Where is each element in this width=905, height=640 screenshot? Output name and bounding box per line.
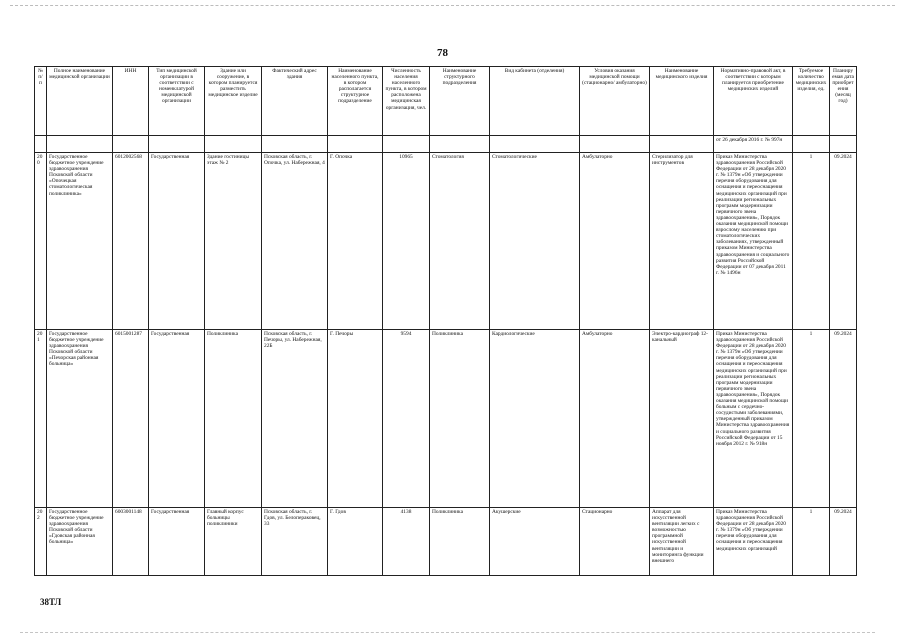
- cell-device: Электро-кардиограф 12-канальный: [650, 330, 714, 508]
- header-population: Численность населения населенного пункта, в котором расположена медицинская организация, чел.: [383, 67, 430, 136]
- page-number: 78: [437, 47, 448, 59]
- document-code: 38ТЛ: [40, 597, 62, 607]
- cell-settlement: Г. Печоры: [328, 330, 383, 508]
- cell-inn: 6015001287: [113, 330, 149, 508]
- cell-building: Поликлиника: [205, 330, 262, 508]
- table-row: [35, 330, 857, 508]
- cell-quantity: 1: [793, 330, 830, 508]
- header-cabinet: Вид кабинета (отделения): [490, 67, 580, 136]
- cell-building: Главный корпус больницы поликлиники: [205, 508, 262, 576]
- header-address: Фактический адрес здания: [262, 67, 328, 136]
- cell-cabinet: Стоматологические: [490, 153, 580, 330]
- header-building: Здание или сооружение, в котором планируется разместить медицинское изделие: [205, 67, 262, 136]
- header-unit: Наименование структурного подразделения: [430, 67, 490, 136]
- cell-cabinet: Акушерские: [490, 508, 580, 576]
- cell-inn: 6003001148: [113, 508, 149, 576]
- header-org: Полное наименование медицинской организации: [47, 67, 113, 136]
- cell-address: Псковская область, г. Печоры, ул. Набережная, 22Б: [262, 330, 328, 508]
- cell-date: 09.2024: [830, 153, 857, 330]
- header-legal-act: Нормативно-правовой акт, в соответствии с которым планируется приобретение медицинских изделий: [714, 67, 793, 136]
- header-num: № п/п: [35, 67, 47, 136]
- cell-unit: Поликлиника: [430, 508, 490, 576]
- cell-device: Аппарат для искусственной вентиляции легких с возможностью программной искусственной вентиляции и мониторинга функции внешнего: [650, 508, 714, 576]
- scan-edge-bottom: [20, 632, 875, 633]
- table-row: [35, 508, 857, 576]
- cell-building: Здание гостиницы этаж № 2: [205, 153, 262, 330]
- cell-conditions: Амбулаторно: [580, 153, 650, 330]
- cell-quantity: 1: [793, 508, 830, 576]
- cell-unit: Поликлиника: [430, 330, 490, 508]
- cell-type: Государственная: [149, 153, 205, 330]
- header-quantity: Требуемое количество медицинских изделия, ед.: [793, 67, 830, 136]
- cell-device: Стерилизатор для инструментов: [650, 153, 714, 330]
- cell-settlement: Г. Опочка: [328, 153, 383, 330]
- cell-type: Государственная: [149, 508, 205, 576]
- table-row: [35, 153, 857, 330]
- cell-unit: Стоматология: [430, 153, 490, 330]
- header-conditions: Условия оказания медицинской помощи (стационарно/ амбулаторно): [580, 67, 650, 136]
- cell-cabinet: Кардиологические: [490, 330, 580, 508]
- header-settlement: Наименование населенного пункта, в котором располагается структурное подразделение: [328, 67, 383, 136]
- cell-legal-act: Приказ Министерства здравоохранения Российской Федерации от 28 декабря 2020 г. № 1379н «Об утверждении перечня оборудования для оснащения и переоснащения медицинских организаций при реализации региональных программ модернизации первичного звена здравоохранения», Порядок оказания медицинской помощи больным с сердечно-сосудистыми заболеваниями, утвержденный приказом Министерства здравоохранения и социального развития Российской Федерации от 15 ноября 2012 г. № 918н: [714, 330, 793, 508]
- cell-population: 4138: [383, 508, 430, 576]
- cell-population: 9594: [383, 330, 430, 508]
- cell-num: 201: [35, 330, 47, 508]
- cell-quantity: 1: [793, 153, 830, 330]
- header-inn: ИНН: [113, 67, 149, 136]
- cell-conditions: Стационарно: [580, 508, 650, 576]
- header-type: Тип медицинской организации в соответствии с номенклатурой медицинской организации: [149, 67, 205, 136]
- table-row-continuation: [35, 136, 857, 153]
- cell-population: 10965: [383, 153, 430, 330]
- cell-inn: 6012002568: [113, 153, 149, 330]
- cell-legal-act: Приказ Министерства здравоохранения Российской Федерации от 28 декабря 2020 г. № 1379н «Об утверждении перечня оборудования для оснащения и переоснащения медицинских организаций при реализации региональных программ модернизации первичного звена здравоохранения», Порядок оказания медицинской помощи взрослому населению при стоматологических заболеваниях, утвержденный приказом Министерства здравоохранения и социального развития Российской Федерации от 07 декабря 2011 г. № 1496н: [714, 153, 793, 330]
- cell-date: 09.2024: [830, 508, 857, 576]
- cell-legal-act: Приказ Министерства здравоохранения Российской Федерации от 28 декабря 2020 г. № 1379н «Об утверждении перечня оборудования для оснащения и переоснащения медицинских организаций: [714, 508, 793, 576]
- cell-num: 202: [35, 508, 47, 576]
- header-date: Планируемая дата приобретения (месяц год): [830, 67, 857, 136]
- header-device: Наименование медицинского изделия: [650, 67, 714, 136]
- cell-org: Государственное бюджетное учреждение здравоохранения Псковской области «Гдовская районная больница»: [47, 508, 113, 576]
- cell-address: Псковская область, г. Опочка, ул. Набережная, 4: [262, 153, 328, 330]
- cell-num: 200: [35, 153, 47, 330]
- cell-legal-act: от 26 декабря 2016 г. № 997н: [714, 136, 793, 153]
- cell-org: Государственное бюджетное учреждение здравоохранения Псковской области «Печорская районная больница»: [47, 330, 113, 508]
- cell-address: Псковская область, г. Гдов, ул. Белопераковец, 33: [262, 508, 328, 576]
- scan-edge-top: [10, 5, 895, 6]
- cell-conditions: Амбулаторно: [580, 330, 650, 508]
- cell-date: 09.2024: [830, 330, 857, 508]
- cell-org: Государственное бюджетное учреждение здравоохранения Псковской области «Опочецкая стоматологическая поликлиника»: [47, 153, 113, 330]
- table-header-row: [35, 67, 857, 136]
- cell-settlement: Г. Гдов: [328, 508, 383, 576]
- equipment-table: [34, 66, 857, 576]
- cell-type: Государственная: [149, 330, 205, 508]
